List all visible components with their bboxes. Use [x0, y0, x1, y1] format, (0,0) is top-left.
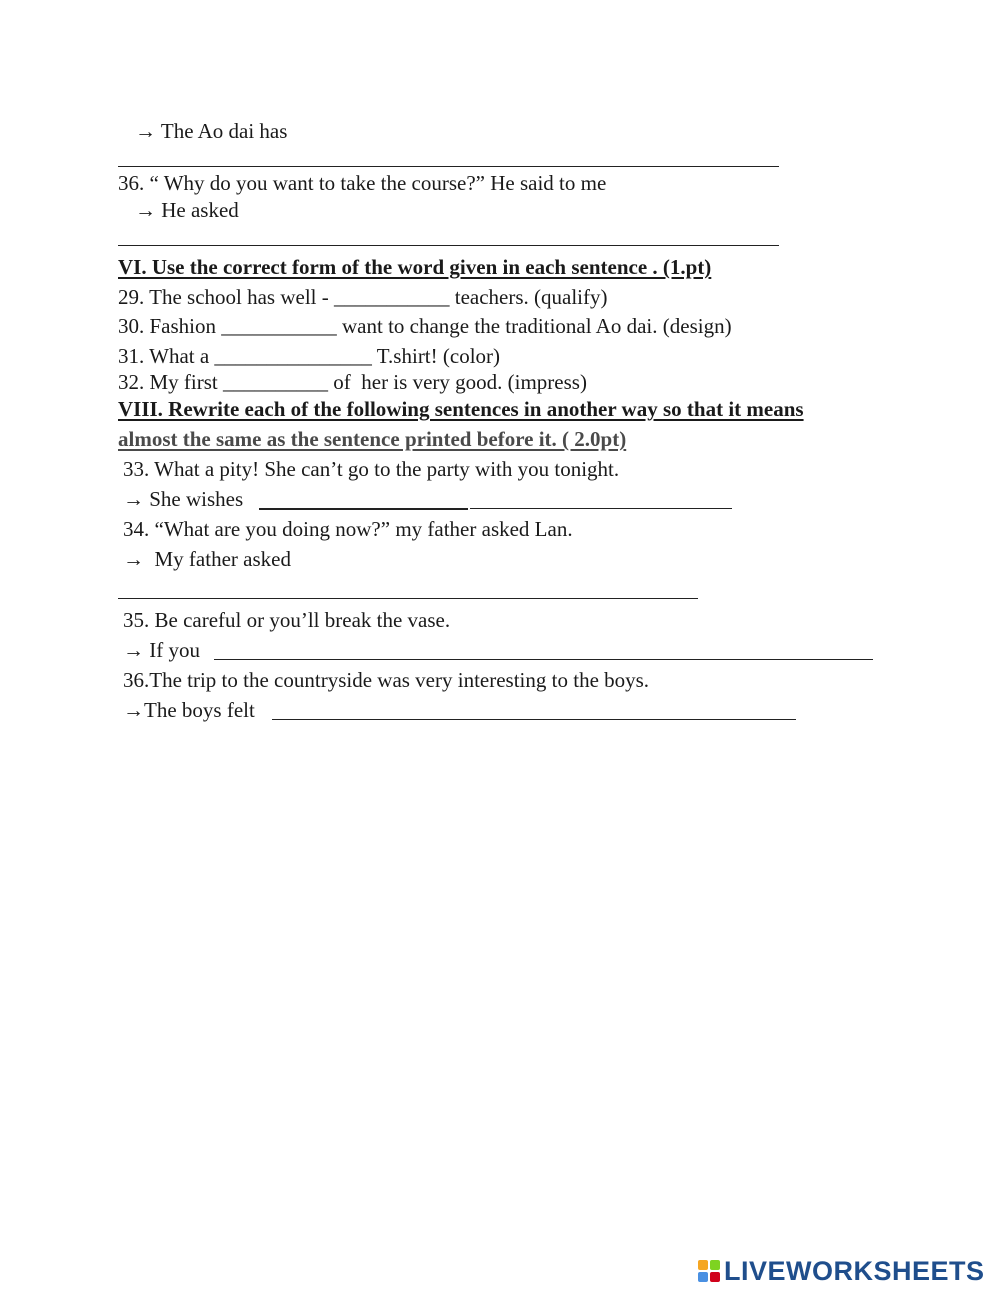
logo-text: LIVEWORKSHEETS [724, 1255, 985, 1286]
section-viii-heading-line1: VIII. Rewrite each of the following sentences in another way so that it means [118, 397, 804, 421]
answer-rule[interactable] [259, 508, 468, 510]
answer-rule[interactable] [214, 659, 873, 660]
answer-rule[interactable] [118, 245, 779, 246]
answer-rule[interactable] [118, 598, 698, 599]
question-34: 34. “What are you doing now?” my father asked Lan. [123, 517, 573, 541]
question-31: 31. What a _______________ T.shirt! (color) [118, 344, 501, 368]
answer-rule[interactable] [470, 508, 732, 509]
liveworksheets-logo [698, 1254, 985, 1288]
question-33: 33. What a pity! She can’t go to the party with you tonight. [123, 457, 620, 481]
answer-rule[interactable] [118, 166, 779, 167]
logo-squares-icon [698, 1260, 720, 1282]
answer-rule[interactable] [272, 719, 796, 720]
question-35: 35. Be careful or you’ll break the vase. [123, 608, 451, 632]
answer-line-father-asked: → My father asked [123, 547, 291, 571]
answer-line-boys-felt: →The boys felt [123, 698, 255, 722]
answer-line-she-wishes: → She wishes [123, 487, 244, 511]
section-vi-heading: VI. Use the correct form of the word given in each sentence . (1.pt) [118, 255, 712, 279]
answer-line-he-asked: → He asked [135, 198, 239, 222]
answer-line-ao-dai: → The Ao dai has [135, 119, 288, 143]
question-30: 30. Fashion ___________ want to change the traditional Ao dai. (design) [118, 314, 732, 338]
question-36a: 36. “ Why do you want to take the course?” He said to me [118, 171, 607, 195]
question-29: 29. The school has well - ___________ teachers. (qualify) [118, 285, 608, 309]
question-36b: 36.The trip to the countryside was very interesting to the boys. [123, 668, 650, 692]
answer-line-if-you: → If you [123, 638, 200, 662]
question-32: 32. My first __________ of her is very good. (impress) [118, 370, 587, 394]
section-viii-heading-line2: almost the same as the sentence printed before it. ( 2.0pt) [118, 427, 627, 451]
